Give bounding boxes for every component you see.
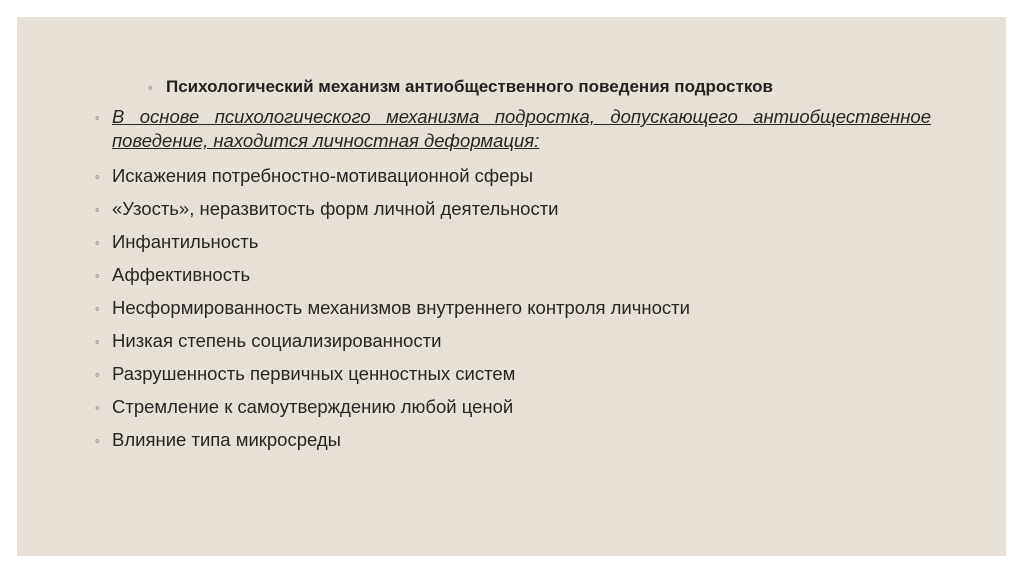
bullet-icon: ◦ bbox=[95, 367, 100, 382]
bullet-icon: ◦ bbox=[95, 202, 100, 217]
bullet-icon: ◦ bbox=[95, 334, 100, 349]
list-item bbox=[95, 396, 931, 418]
bullet-icon: ◦ bbox=[95, 433, 100, 448]
bullet-icon: ◦ bbox=[95, 400, 100, 415]
list-item-text: Влияние типа микросреды bbox=[112, 429, 341, 450]
bullet-icon: ◦ bbox=[95, 301, 100, 316]
list-item-intro bbox=[95, 105, 931, 153]
list-item bbox=[95, 330, 931, 352]
list-item-text: Несформированность механизмов внутреннего контроля личности bbox=[112, 297, 690, 318]
list-item-text: Искажения потребностно-мотивационной сферы bbox=[112, 165, 534, 186]
list-item bbox=[95, 429, 931, 451]
bullet-icon: ◦ bbox=[95, 235, 100, 250]
list-item-text: «Узость», неразвитость форм личной деятельности bbox=[112, 198, 559, 219]
bullet-icon: ◦ bbox=[95, 169, 100, 184]
list-item bbox=[95, 231, 931, 253]
slide-background bbox=[17, 17, 1006, 556]
list-item-text: Низкая степень социализированности bbox=[112, 330, 442, 351]
list-item-text: Стремление к самоутверждению любой ценой bbox=[112, 396, 514, 417]
bullet-icon: ◦ bbox=[95, 268, 100, 283]
list-item-text: Инфантильность bbox=[112, 231, 259, 252]
bullet-list bbox=[95, 105, 931, 462]
list-item bbox=[95, 264, 931, 286]
list-item-text: Разрушенность первичных ценностных систем bbox=[112, 363, 516, 384]
bullet-icon: ◦ bbox=[148, 80, 153, 95]
list-item bbox=[95, 198, 931, 220]
list-item bbox=[95, 165, 931, 187]
list-item-text: Аффективность bbox=[112, 264, 251, 285]
list-item bbox=[95, 363, 931, 385]
bullet-icon: ◦ bbox=[95, 110, 100, 125]
list-item bbox=[95, 297, 931, 319]
slide-title bbox=[148, 77, 773, 97]
intro-text: В основе психологического механизма подростка, допускающего антиобщественное поведение, находится личностная деформация: bbox=[112, 106, 931, 151]
title-text: Психологический механизм антиобщественного поведения подростков bbox=[166, 77, 773, 96]
